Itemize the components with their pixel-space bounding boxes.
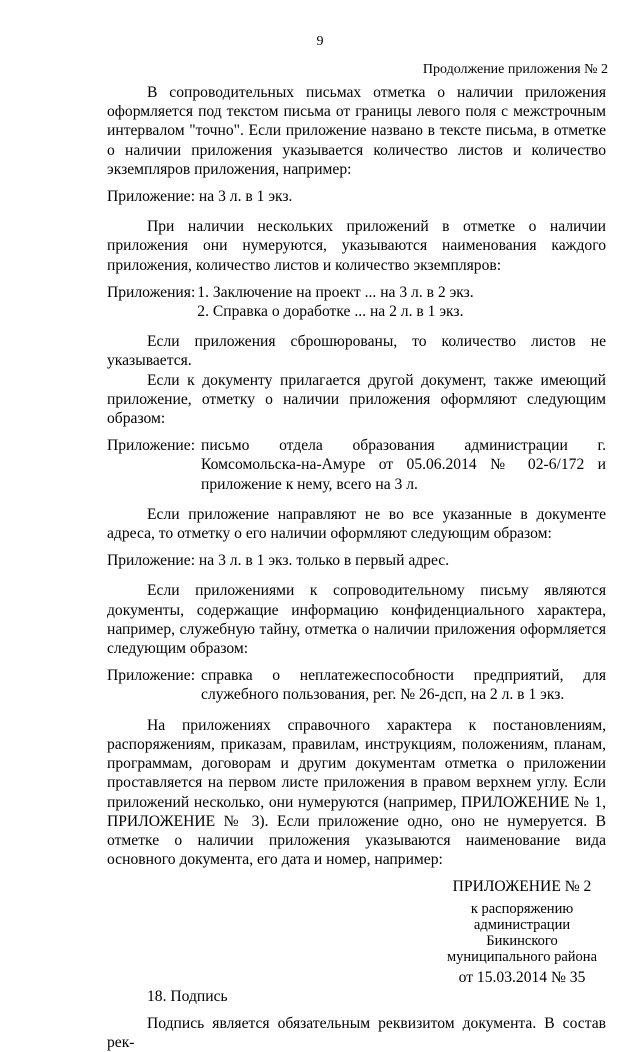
example-confidential-attachment <box>107 666 606 704</box>
attachment-stamp <box>437 877 607 986</box>
paragraph-4: Если к документу прилагается другой документ, также имеющий приложение, отметку о наличии приложения оформляют следующим образом: <box>107 371 606 428</box>
paragraph-8: Подпись является обязательным реквизитом документа. В состав рек- <box>107 1014 606 1052</box>
paragraph-1: В сопроводительных письмах отметка о наличии приложения оформляется под текстом письма от границы левого поля с межстрочным интервалом "точно". Если приложение названо в тексте письма, в отметке о наличии приложения указывается количество листов и количество экземпляров приложения, например: <box>107 84 606 178</box>
attachments-label: Приложения: <box>107 283 196 301</box>
stamp-line-3: Бикинского <box>486 932 558 949</box>
attachment-label-2: Приложение: <box>107 667 196 685</box>
example-first-address: Приложение: на 3 л. в 1 экз. только в первый адрес. <box>107 552 450 570</box>
paragraph-7: На приложениях справочного характера к постановлениям, распоряжениям, приказам, правилам, инструкциям, положениям, планам, программам, договорам и другим документам отметка о приложении проставляется на первом листе приложения в правом верхнем углу. Если приложений несколько, они нумеруются (например, ПРИЛОЖЕНИЕ № 1, ПРИЛОЖЕНИЕ № 3). Если приложение одно, оно не нумеруется. В отметке о наличии приложения указываются наименование вида основного документа, его дата и номер, например: <box>107 716 606 869</box>
example-nested-attachment <box>107 436 606 494</box>
page-number: 9 <box>316 34 324 49</box>
attachment-label: Приложение: <box>107 437 196 455</box>
stamp-title: ПРИЛОЖЕНИЕ № 2 <box>452 878 592 896</box>
attachment-item-1: 1. Заключение на проект ... на 3 л. в 2 экз. <box>197 283 474 301</box>
attachment-text: письмо отдела образования администрации г. Комсомольска-на-Амуре от 05.06.2014 № 02-6/172 и приложение к нему, всего на 3 л. <box>201 437 606 493</box>
example-multiple-attachments <box>107 283 606 321</box>
paragraph-5: Если приложение направляют не во все указанные в документе адреса, то отметку о его наличии оформляют следующим образом: <box>107 505 606 543</box>
paragraph-6: Если приложениями к сопроводительному письму являются документы, содержащие информацию конфиденциального характера, например, служебную тайну, отметка о наличии приложения оформляется следующим образом: <box>107 582 606 658</box>
section-heading: 18. Подпись <box>147 987 228 1005</box>
example-single-attachment: Приложение: на 3 л. в 1 экз. <box>107 188 293 206</box>
stamp-line-2: администрации <box>473 916 571 933</box>
stamp-line-4: муниципального района <box>447 948 597 965</box>
paragraph-3: Если приложения сброшюрованы, то количество листов не указывается. <box>107 333 606 370</box>
continuation-header: Продолжение приложения № 2 <box>422 62 608 77</box>
stamp-date: от 15.03.2014 № 35 <box>458 968 586 986</box>
attachment-text-2: справка о неплатежеспособности предприятий, для служебного пользования, рег. № 26-дсп, на 2 л. в 1 экз. <box>201 667 606 704</box>
document-body <box>107 83 606 1052</box>
stamp-line-1: к распоряжению <box>470 900 574 917</box>
attachment-item-2: 2. Справка о доработке ... на 2 л. в 1 экз. <box>197 303 464 321</box>
paragraph-2: При наличии нескольких приложений в отметке о наличии приложения они нумеруются, указываются наименования каждого приложения, количество листов и количество экземпляров: <box>107 218 606 274</box>
